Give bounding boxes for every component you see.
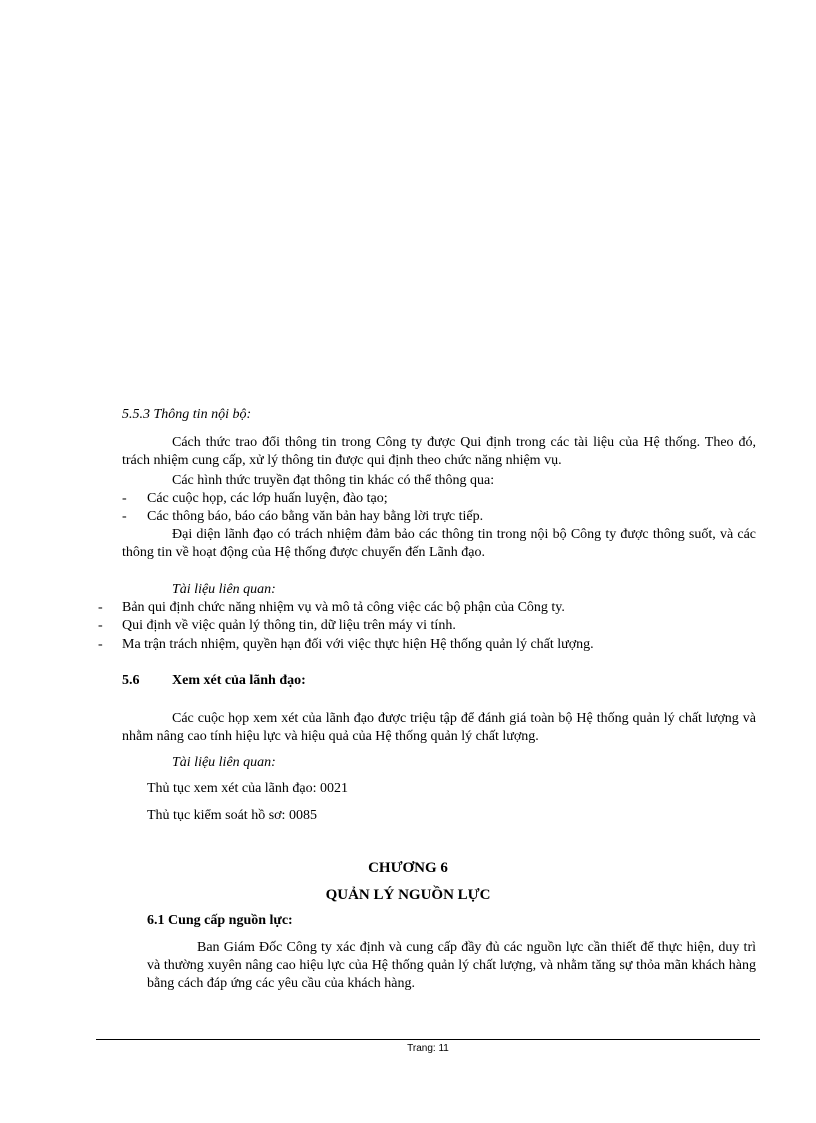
related-doc-item: Qui định về việc quản lý thông tin, dữ liệu trên máy vi tính. [122,618,456,633]
bullet-dash: - [98,637,103,652]
bullet-dash: - [122,509,127,524]
section-553-para2: Các hình thức truyền đạt thông tin khác có thể thông qua: [172,473,495,488]
section-553-heading: 5.5.3 Thông tin nội bộ: [122,407,252,422]
procedure-ref: Thủ tục kiểm soát hồ sơ: 0085 [147,808,317,823]
related-doc-item: Bản qui định chức năng nhiệm vụ và mô tả công việc các bộ phận của Công ty. [122,600,565,615]
related-docs-label: Tài liệu liên quan: [172,755,276,770]
chapter-label: CHƯƠNG 6 [368,860,448,876]
page-number: Trang: 11 [407,1043,449,1054]
bullet-dash: - [122,491,127,506]
chapter-title: QUẢN LÝ NGUỒN LỰC [325,887,491,903]
bullet-item: Các thông báo, báo cáo bằng văn bản hay bằng lời trực tiếp. [147,509,484,524]
bullet-dash: - [98,600,103,615]
footer-divider [96,1039,760,1040]
bullet-item: Các cuộc họp, các lớp huấn luyện, đào tạo; [147,491,388,506]
section-56-number: 5.6 [122,673,140,688]
section-61-heading: 6.1 Cung cấp nguồn lực: [147,913,293,928]
section-56-title: Xem xét của lãnh đạo: [172,673,306,688]
bullet-dash: - [98,618,103,633]
section-553-para3: Đại diện lãnh đạo có trách nhiệm đảm bảo các thông tin trong nội bộ Công ty được thông suốt, và các thông tin về hoạt động của Hệ thống được chuyển đến Lãnh đạo. [122,527,756,560]
related-doc-item: Ma trận trách nhiệm, quyền hạn đối với việc thực hiện Hệ thống quản lý chất lượng. [122,637,594,652]
section-61-para: Ban Giám Đốc Công ty xác định và cung cấp đầy đủ các nguồn lực cần thiết để thực hiện, duy trì và thường xuyên nâng cao hiệu lực của Hệ thống quản lý chất lượng, và nhằm tăng sự thỏa mãn khách hàng bằng cách đáp ứng các yêu cầu của khách hàng. [147,940,756,991]
section-553-para1: Cách thức trao đổi thông tin trong Công ty được Qui định trong các tài liệu của Hệ thống. Theo đó, trách nhiệm cung cấp, xử lý thông tin được qui định theo chức năng nhiệm vụ. [122,435,756,468]
related-docs-label: Tài liệu liên quan: [172,582,276,597]
section-56-para: Các cuộc họp xem xét của lãnh đạo được triệu tập để đánh giá toàn bộ Hệ thống quản lý chất lượng và nhằm nâng cao tính hiệu lực và hiệu quả của Hệ thống quản lý chất lượng. [122,711,756,744]
procedure-ref: Thủ tục xem xét của lãnh đạo: 0021 [147,781,348,796]
